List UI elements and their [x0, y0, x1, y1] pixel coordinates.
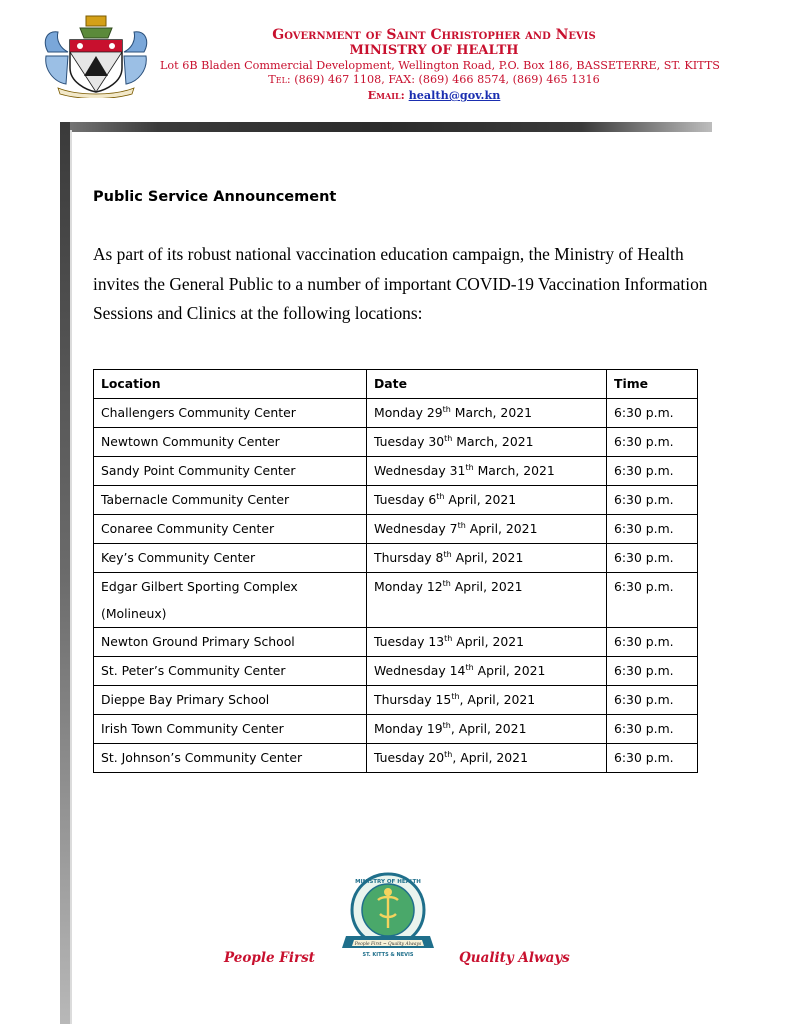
location-cell	[94, 457, 367, 486]
date-day: Thursday 8	[374, 550, 444, 565]
ministry-address: Lot 6B Bladen Commercial Development, Wellington Road, P.O. Box 186, BASSETERRE, ST. KITTS	[160, 59, 720, 72]
date-month-year: , April, 2021	[450, 721, 527, 736]
date-day: Wednesday 14	[374, 663, 466, 678]
schedule-table	[93, 369, 698, 773]
date-day: Tuesday 20	[374, 750, 445, 765]
date-ordinal: th	[442, 720, 451, 730]
ministry-name: MINISTRY OF HEALTH	[349, 43, 519, 58]
seal-top-text: MINISTRY OF HEALTH	[355, 879, 421, 885]
date-day: Monday 19	[374, 721, 443, 736]
table-row	[94, 428, 698, 457]
date-day: Thursday 15	[374, 692, 452, 707]
table-header-row	[94, 370, 698, 399]
header-time: Time	[607, 370, 698, 399]
location-name: St. Johnson’s Community Center	[101, 750, 303, 765]
time-cell: 6:30 p.m.	[607, 428, 698, 457]
location-name: Newton Ground Primary School	[101, 634, 295, 649]
location-name: Key’s Community Center	[101, 550, 256, 565]
date-ordinal: th	[457, 520, 466, 530]
date-cell	[367, 399, 607, 428]
government-name: Government of Saint Christopher and Nevis	[272, 27, 596, 43]
date-ordinal: th	[436, 491, 445, 501]
date-month-year: April, 2021	[444, 492, 517, 507]
email-link[interactable]: health@gov.kn	[408, 88, 501, 102]
time-cell: 6:30 p.m.	[607, 486, 698, 515]
time-cell: 6:30 p.m.	[607, 544, 698, 573]
page-border	[60, 122, 70, 1024]
table-row	[94, 686, 698, 715]
table-row	[94, 457, 698, 486]
table-row	[94, 715, 698, 744]
time-cell: 6:30 p.m.	[607, 573, 698, 628]
location-cell	[94, 515, 367, 544]
location-name: Sandy Point Community Center	[101, 463, 296, 478]
date-cell	[367, 744, 607, 773]
header-divider	[60, 122, 712, 132]
location-name: Newtown Community Center	[101, 434, 280, 449]
schedule-rows	[94, 399, 698, 773]
tel-numbers: (869) 467 1108, FAX: (869) 466 8574, (869) 465 1316	[294, 73, 600, 86]
location-cell	[94, 573, 367, 628]
ministry-seal-icon	[338, 870, 438, 960]
date-cell	[367, 486, 607, 515]
date-day: Tuesday 13	[374, 634, 445, 649]
date-month-year: March, 2021	[450, 405, 532, 420]
ministry-phone	[160, 73, 708, 87]
ministry-email	[160, 87, 708, 103]
date-day: Wednesday 7	[374, 521, 458, 536]
table-row	[94, 744, 698, 773]
seal-banner-text: People First ~ Quality Always	[354, 941, 422, 947]
location-cell	[94, 628, 367, 657]
table-row	[94, 657, 698, 686]
page-title: Public Service Announcement	[93, 189, 337, 205]
time-cell: 6:30 p.m.	[607, 744, 698, 773]
intro-paragraph: As part of its robust national vaccination education campaign, the Ministry of Health invites the General Public to a number of important COVID-19 Vaccination Information Sessions and Clinics at the following locations:	[93, 244, 708, 323]
date-ordinal: th	[444, 749, 453, 759]
date-month-year: April, 2021	[451, 550, 524, 565]
header-location: Location	[94, 370, 367, 399]
location-name: Challengers Community Center	[101, 405, 296, 420]
coat-of-arms-icon	[40, 12, 152, 98]
time-cell: 6:30 p.m.	[607, 399, 698, 428]
date-day: Tuesday 6	[374, 492, 437, 507]
date-month-year: April, 2021	[465, 521, 538, 536]
motto-quality-always: Quality Always	[459, 950, 570, 966]
date-ordinal: th	[465, 462, 474, 472]
date-cell	[367, 457, 607, 486]
location-cell	[94, 715, 367, 744]
email-label: Email:	[367, 88, 405, 102]
table-row	[94, 515, 698, 544]
table-row	[94, 399, 698, 428]
tel-label: Tel:	[268, 73, 291, 86]
date-month-year: April, 2021	[473, 663, 546, 678]
table-row	[94, 628, 698, 657]
date-ordinal: th	[444, 633, 453, 643]
location-cell	[94, 428, 367, 457]
location-name: Dieppe Bay Primary School	[101, 692, 270, 707]
time-cell: 6:30 p.m.	[607, 515, 698, 544]
location-cell	[94, 544, 367, 573]
table-row	[94, 544, 698, 573]
date-month-year: April, 2021	[452, 634, 525, 649]
date-month-year: April, 2021	[450, 579, 523, 594]
date-cell	[367, 628, 607, 657]
date-cell	[367, 573, 607, 628]
location-name: Tabernacle Community Center	[101, 492, 290, 507]
date-day: Wednesday 31	[374, 463, 466, 478]
time-cell: 6:30 p.m.	[607, 686, 698, 715]
date-cell	[367, 428, 607, 457]
date-day: Monday 12	[374, 579, 443, 594]
date-month-year: March, 2021	[473, 463, 555, 478]
date-ordinal: th	[443, 549, 452, 559]
date-ordinal: th	[442, 404, 451, 414]
location-name: Conaree Community Center	[101, 521, 275, 536]
date-cell	[367, 515, 607, 544]
date-ordinal: th	[444, 433, 453, 443]
date-ordinal: th	[451, 691, 460, 701]
date-ordinal: th	[465, 662, 474, 672]
seal-bottom-text: ST. KITTS & NEVIS	[362, 952, 414, 958]
location-name-line2: (Molineux)	[101, 606, 167, 621]
date-day: Monday 29	[374, 405, 443, 420]
table-row	[94, 573, 698, 628]
date-cell	[367, 715, 607, 744]
time-cell: 6:30 p.m.	[607, 657, 698, 686]
date-month-year: , April, 2021	[459, 692, 536, 707]
letterhead	[160, 27, 720, 103]
date-cell	[367, 686, 607, 715]
location-cell	[94, 657, 367, 686]
date-cell	[367, 657, 607, 686]
date-month-year: March, 2021	[452, 434, 534, 449]
location-name: St. Peter’s Community Center	[101, 663, 286, 678]
date-cell	[367, 544, 607, 573]
date-day: Tuesday 30	[374, 434, 445, 449]
table-row	[94, 486, 698, 515]
motto-people-first: People First	[224, 950, 315, 966]
location-cell	[94, 744, 367, 773]
location-cell	[94, 486, 367, 515]
location-name: Irish Town Community Center	[101, 721, 284, 736]
date-ordinal: th	[442, 578, 451, 588]
time-cell: 6:30 p.m.	[607, 628, 698, 657]
header-date: Date	[367, 370, 607, 399]
location-name: Edgar Gilbert Sporting Complex	[101, 579, 298, 594]
date-month-year: , April, 2021	[452, 750, 528, 765]
time-cell: 6:30 p.m.	[607, 457, 698, 486]
location-cell	[94, 399, 367, 428]
time-cell: 6:30 p.m.	[607, 715, 698, 744]
location-cell	[94, 686, 367, 715]
